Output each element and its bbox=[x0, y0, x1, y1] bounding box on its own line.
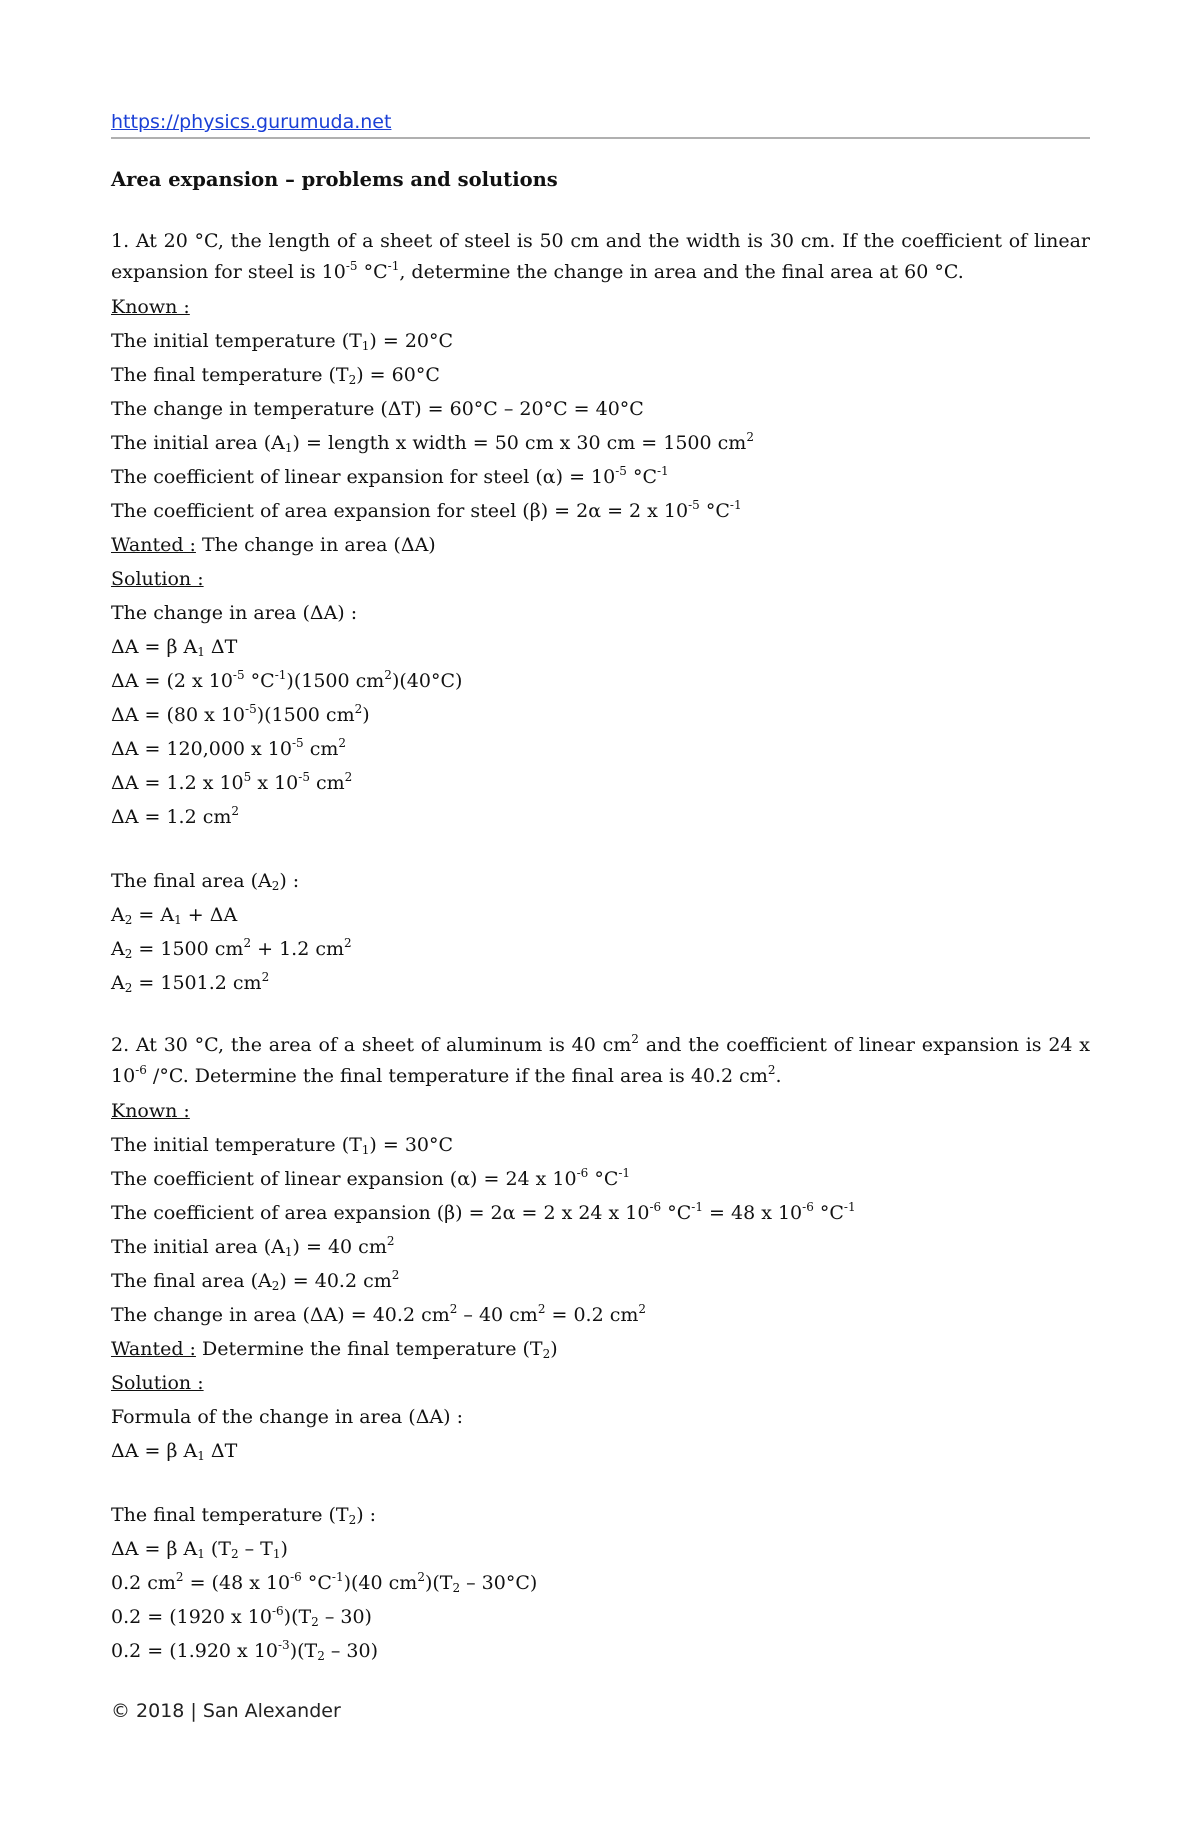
text-segment: – 30) bbox=[318, 1606, 372, 1628]
superscript: -5 bbox=[688, 498, 700, 512]
subscript: 2 bbox=[311, 1615, 319, 1629]
text-segment: ) : bbox=[279, 870, 300, 892]
text-segment: Determine the final temperature (T bbox=[195, 1338, 543, 1360]
text-segment: The final temperature (T bbox=[111, 364, 349, 386]
superscript: 2 bbox=[638, 1302, 647, 1316]
section-label: Wanted : bbox=[111, 1338, 196, 1360]
superscript: 2 bbox=[344, 936, 352, 950]
text-segment: x 10 bbox=[251, 772, 299, 794]
subscript: 2 bbox=[542, 1347, 551, 1361]
text-line bbox=[111, 528, 1090, 562]
section-label: Known : bbox=[111, 1100, 190, 1122]
superscript: -1 bbox=[843, 1200, 856, 1214]
text-segment: ΔT bbox=[204, 1440, 238, 1462]
text-line bbox=[111, 562, 1090, 596]
text-segment: A bbox=[111, 938, 125, 960]
blank-line bbox=[111, 1468, 1090, 1498]
subscript: 1 bbox=[197, 1547, 205, 1561]
text-line bbox=[111, 426, 1090, 460]
superscript: -3 bbox=[278, 1638, 290, 1652]
text-segment: = (48 x 10 bbox=[183, 1572, 291, 1594]
section-label: Solution : bbox=[111, 568, 204, 590]
text-line bbox=[111, 358, 1090, 392]
superscript: 2 bbox=[354, 702, 363, 716]
text-segment: ΔT bbox=[204, 636, 238, 658]
text-segment: °C bbox=[626, 466, 657, 488]
text-segment: The initial area (A bbox=[111, 1236, 285, 1258]
text-segment: The change in area (ΔA) bbox=[195, 534, 436, 556]
text-segment: °C bbox=[661, 1202, 692, 1224]
superscript: 2 bbox=[386, 1234, 395, 1248]
text-segment: )(40 cm bbox=[343, 1572, 418, 1594]
text-segment: ΔA = β A bbox=[111, 1538, 198, 1560]
superscript: -6 bbox=[271, 1604, 284, 1618]
header-divider bbox=[111, 137, 1090, 139]
text-line bbox=[111, 1366, 1090, 1400]
text-segment: ΔA = (2 x 10 bbox=[111, 670, 233, 692]
superscript: 5 bbox=[243, 770, 252, 784]
text-segment: )(1500 cm bbox=[256, 704, 355, 726]
text-line bbox=[111, 392, 1090, 426]
text-line bbox=[111, 1498, 1090, 1532]
superscript: -6 bbox=[135, 1063, 147, 1077]
text-segment: ΔA = (80 x 10 bbox=[111, 704, 246, 726]
text-line bbox=[111, 630, 1090, 664]
superscript: 2 bbox=[746, 430, 754, 444]
subscript: 2 bbox=[452, 1581, 461, 1595]
superscript: 2 bbox=[344, 770, 353, 784]
text-segment: ΔA = 120,000 x 10 bbox=[111, 738, 292, 760]
subscript: 2 bbox=[348, 1513, 357, 1527]
text-segment: The final temperature (T bbox=[111, 1504, 349, 1526]
superscript: -1 bbox=[274, 668, 287, 682]
text-segment: The coefficient of linear expansion (α) = 24 x 10 bbox=[111, 1168, 577, 1190]
superscript: -6 bbox=[290, 1570, 302, 1584]
text-line bbox=[111, 1230, 1090, 1264]
text-line bbox=[111, 1532, 1090, 1566]
text-segment: °C bbox=[301, 1572, 332, 1594]
text-segment: )(T bbox=[283, 1606, 312, 1628]
text-line bbox=[111, 932, 1090, 966]
superscript: -5 bbox=[232, 668, 245, 682]
text-segment: ) bbox=[280, 1538, 288, 1560]
superscript: 2 bbox=[631, 1032, 639, 1046]
superscript: -1 bbox=[618, 1166, 631, 1180]
text-segment: + ΔA bbox=[181, 904, 238, 926]
text-line bbox=[111, 698, 1090, 732]
subscript: 1 bbox=[284, 441, 293, 455]
text-segment: ΔA = 1.2 cm bbox=[111, 806, 232, 828]
text-segment: 0.2 = (1920 x 10 bbox=[111, 1606, 272, 1628]
superscript: -6 bbox=[649, 1200, 662, 1214]
superscript: -5 bbox=[615, 464, 627, 478]
blank-line bbox=[111, 834, 1090, 864]
text-segment: cm bbox=[303, 738, 339, 760]
text-segment: The change in temperature (ΔT) = 60°C – 20°C = 40°C bbox=[111, 398, 644, 420]
superscript: -6 bbox=[576, 1166, 589, 1180]
text-segment: Formula of the change in area (ΔA) : bbox=[111, 1406, 464, 1428]
text-segment: The coefficient of area expansion for steel (β) = 2α = 2 x 10 bbox=[111, 500, 689, 522]
text-line bbox=[111, 1128, 1090, 1162]
superscript: 2 bbox=[175, 1570, 184, 1584]
subscript: 1 bbox=[197, 645, 205, 659]
text-segment: 0.2 = (1.920 x 10 bbox=[111, 1640, 278, 1662]
text-segment: = 48 x 10 bbox=[702, 1202, 803, 1224]
text-segment: – 30°C) bbox=[460, 1572, 538, 1594]
text-segment: + 1.2 cm bbox=[251, 938, 344, 960]
text-segment: ) : bbox=[356, 1504, 377, 1526]
superscript: 2 bbox=[417, 1570, 425, 1584]
subscript: 2 bbox=[124, 947, 133, 961]
text-line bbox=[111, 1162, 1090, 1196]
text-segment: The initial temperature (T bbox=[111, 330, 362, 352]
text-segment: ) = 40.2 cm bbox=[279, 1270, 392, 1292]
text-segment: A bbox=[111, 904, 125, 926]
text-segment: The initial area (A bbox=[111, 432, 285, 454]
subscript: 2 bbox=[124, 913, 133, 927]
text-segment: , determine the change in area and the final area at 60 °C. bbox=[399, 261, 964, 283]
subscript: 1 bbox=[361, 1143, 370, 1157]
blank-line bbox=[111, 1000, 1090, 1030]
text-segment: °C bbox=[588, 1168, 619, 1190]
text-segment: ΔA = β A bbox=[111, 636, 198, 658]
subscript: 1 bbox=[197, 1449, 205, 1463]
text-segment: ) bbox=[362, 704, 370, 726]
text-segment: °C bbox=[699, 500, 730, 522]
text-segment: The coefficient of area expansion (β) = 2α = 2 x 24 x 10 bbox=[111, 1202, 650, 1224]
text-segment: The change in area (ΔA) : bbox=[111, 602, 358, 624]
superscript: 2 bbox=[767, 1063, 776, 1077]
page-title: Area expansion – problems and solutions bbox=[111, 168, 558, 191]
subscript: 1 bbox=[174, 913, 182, 927]
section-label: Known : bbox=[111, 296, 190, 318]
text-line bbox=[111, 324, 1090, 358]
text-line bbox=[111, 898, 1090, 932]
superscript: -5 bbox=[345, 259, 358, 273]
text-segment: = 1500 cm bbox=[132, 938, 244, 960]
superscript: 2 bbox=[537, 1302, 546, 1316]
section-label: Solution : bbox=[111, 1372, 204, 1394]
text-line bbox=[111, 1434, 1090, 1468]
text-segment: = A bbox=[132, 904, 175, 926]
text-line bbox=[111, 460, 1090, 494]
text-line bbox=[111, 290, 1090, 324]
text-line bbox=[111, 1264, 1090, 1298]
superscript: -1 bbox=[729, 498, 742, 512]
text-line bbox=[111, 596, 1090, 630]
text-segment: = 0.2 cm bbox=[545, 1304, 639, 1326]
superscript: 2 bbox=[391, 1268, 400, 1282]
text-segment: and the coefficient of linear expansion is 24 x 10 bbox=[111, 1034, 1090, 1087]
text-line bbox=[111, 1094, 1090, 1128]
text-line bbox=[111, 664, 1090, 698]
superscript: 2 bbox=[449, 1302, 458, 1316]
superscript: -1 bbox=[331, 1570, 344, 1584]
text-segment: )(T bbox=[289, 1640, 318, 1662]
text-line bbox=[111, 494, 1090, 528]
subscript: 1 bbox=[361, 339, 370, 353]
text-segment: ) = 60°C bbox=[356, 364, 440, 386]
problem-statement bbox=[111, 226, 1090, 288]
superscript: -5 bbox=[298, 770, 310, 784]
text-segment: ) = 20°C bbox=[369, 330, 454, 352]
superscript: -1 bbox=[657, 464, 669, 478]
text-segment: ΔA = β A bbox=[111, 1440, 198, 1462]
text-segment: cm bbox=[309, 772, 345, 794]
text-line bbox=[111, 1400, 1090, 1434]
subscript: 2 bbox=[124, 981, 133, 995]
text-segment: ) = length x width = 50 cm x 30 cm = 1500 cm bbox=[292, 432, 747, 454]
text-segment: = 1501.2 cm bbox=[132, 972, 262, 994]
section-label: Wanted : bbox=[111, 534, 196, 556]
text-segment: (T bbox=[204, 1538, 231, 1560]
text-line bbox=[111, 1600, 1090, 1634]
text-segment: 2. At 30 °C, the area of a sheet of aluminum is 40 cm bbox=[111, 1034, 632, 1056]
source-link[interactable]: https://physics.gurumuda.net bbox=[111, 111, 392, 133]
text-segment: )(40°C) bbox=[391, 670, 463, 692]
problem-statement bbox=[111, 1030, 1090, 1092]
subscript: 2 bbox=[317, 1649, 325, 1663]
text-segment: ) = 30°C bbox=[369, 1134, 454, 1156]
text-line bbox=[111, 1634, 1090, 1668]
text-line bbox=[111, 966, 1090, 1000]
text-line bbox=[111, 864, 1090, 898]
text-line bbox=[111, 766, 1090, 800]
superscript: -1 bbox=[691, 1200, 703, 1214]
superscript: -6 bbox=[802, 1200, 814, 1214]
superscript: -5 bbox=[245, 702, 257, 716]
superscript: -5 bbox=[291, 736, 304, 750]
superscript: 2 bbox=[338, 736, 347, 750]
text-segment: °C bbox=[357, 261, 388, 283]
footer-copyright: © 2018 | San Alexander bbox=[111, 1700, 341, 1722]
text-segment: ) bbox=[550, 1338, 558, 1360]
subscript: 2 bbox=[230, 1547, 239, 1561]
text-line bbox=[111, 1298, 1090, 1332]
text-line bbox=[111, 800, 1090, 834]
text-segment: )(T bbox=[424, 1572, 453, 1594]
subscript: 1 bbox=[284, 1245, 293, 1259]
text-segment: . bbox=[775, 1065, 782, 1087]
text-line bbox=[111, 1566, 1090, 1600]
text-segment: )(1500 cm bbox=[286, 670, 385, 692]
subscript: 2 bbox=[271, 879, 280, 893]
text-segment: °C bbox=[813, 1202, 844, 1224]
text-line bbox=[111, 732, 1090, 766]
text-segment: 1. At 20 °C, the length of a sheet of steel is 50 cm and the width is 30 cm. If the coefficient of linear expansion for steel is 10 bbox=[111, 230, 1090, 283]
text-segment: The change in area (ΔA) = 40.2 cm bbox=[111, 1304, 450, 1326]
document-body bbox=[111, 226, 1090, 1668]
text-segment: – 40 cm bbox=[457, 1304, 538, 1326]
superscript: 2 bbox=[243, 936, 252, 950]
superscript: 2 bbox=[231, 804, 239, 818]
text-segment: ΔA = 1.2 x 10 bbox=[111, 772, 244, 794]
superscript: 2 bbox=[384, 668, 392, 682]
superscript: -1 bbox=[387, 259, 400, 273]
subscript: 1 bbox=[272, 1547, 281, 1561]
subscript: 2 bbox=[271, 1279, 280, 1293]
text-line bbox=[111, 1196, 1090, 1230]
text-segment: °C bbox=[244, 670, 275, 692]
text-segment: – T bbox=[238, 1538, 273, 1560]
text-line bbox=[111, 1332, 1090, 1366]
text-segment: The initial temperature (T bbox=[111, 1134, 362, 1156]
text-segment: A bbox=[111, 972, 125, 994]
text-segment: The final area (A bbox=[111, 870, 272, 892]
text-segment: – 30) bbox=[324, 1640, 379, 1662]
subscript: 2 bbox=[348, 373, 357, 387]
text-segment: /°C. Determine the final temperature if the final area is 40.2 cm bbox=[146, 1065, 768, 1087]
text-segment: 0.2 cm bbox=[111, 1572, 176, 1594]
text-segment: The final area (A bbox=[111, 1270, 272, 1292]
text-segment: The coefficient of linear expansion for steel (α) = 10 bbox=[111, 466, 616, 488]
text-segment: ) = 40 cm bbox=[292, 1236, 387, 1258]
superscript: 2 bbox=[261, 970, 270, 984]
